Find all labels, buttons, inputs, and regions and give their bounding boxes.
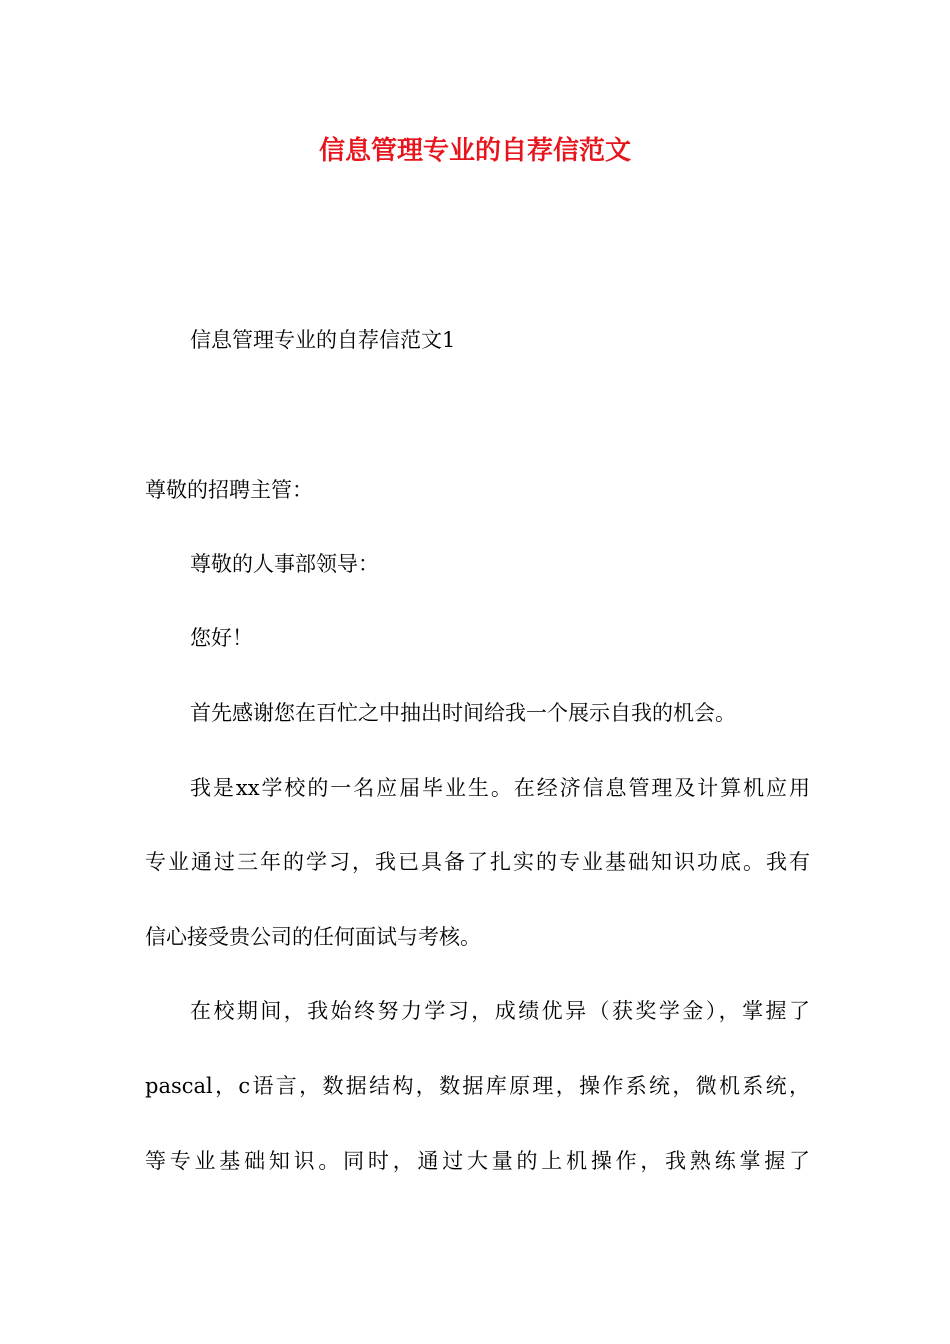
paragraph-line: 在校期间，我始终努力学习，成绩优异（获奖学金），掌握了 [190, 999, 810, 1023]
paragraph-line: 专业通过三年的学习，我已具备了扎实的专业基础知识功底。我有 [145, 850, 810, 874]
paragraph-line: 我是xx学校的一名应届毕业生。在经济信息管理及计算机应用 [190, 776, 810, 800]
salutation-hr-leader: 尊敬的人事部领导： [190, 552, 379, 576]
paragraph-line: 信心接受贵公司的任何面试与考核。 [145, 925, 481, 949]
document-title: 信息管理专业的自荐信范文 [318, 136, 631, 166]
greeting: 您好！ [190, 626, 253, 650]
paragraph-line: pascal，c语言，数据结构，数据库原理，操作系统，微机系统， [145, 1074, 810, 1098]
paragraph-line: 首先感谢您在百忙之中抽出时间给我一个展示自我的机会。 [190, 701, 736, 725]
paragraph-line: 等专业基础知识。同时，通过大量的上机操作，我熟练掌握了 [145, 1149, 810, 1173]
section-heading: 信息管理专业的自荐信范文1 [190, 328, 456, 352]
salutation-recruiting-manager: 尊敬的招聘主管： [145, 478, 313, 502]
